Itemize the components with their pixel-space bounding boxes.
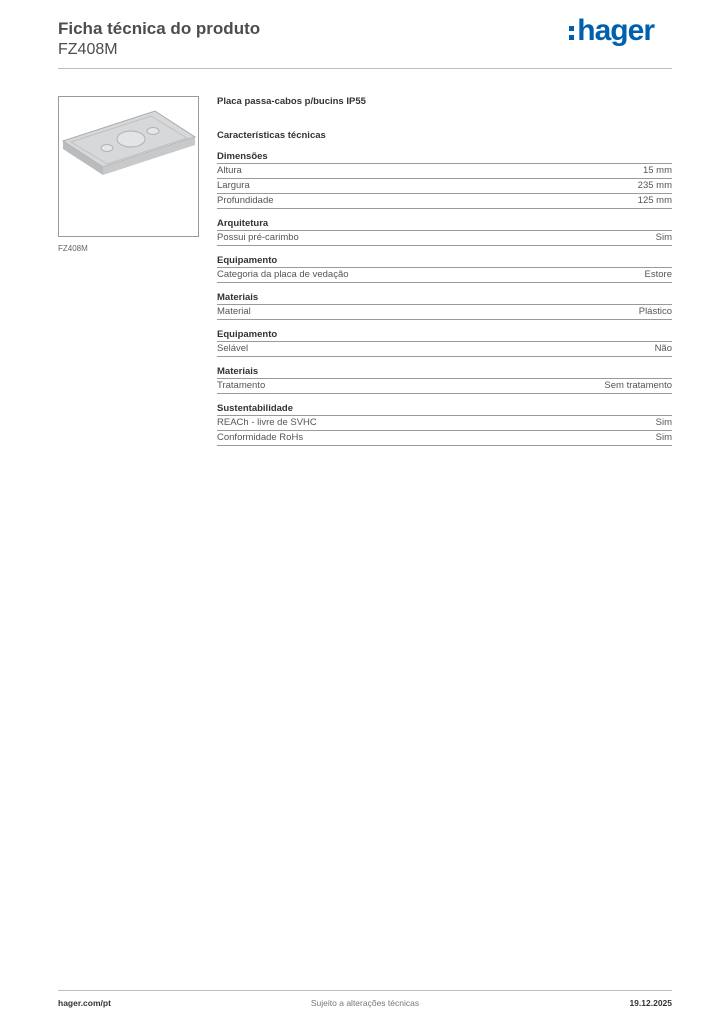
- spec-value: 15 mm: [642, 165, 672, 176]
- spec-value: Sem tratamento: [604, 380, 672, 391]
- spec-value: Sim: [655, 417, 672, 428]
- spec-group-sustainability: [217, 403, 672, 446]
- spec-label: Profundidade: [217, 195, 274, 206]
- logo-dots-icon: [569, 26, 574, 40]
- hager-logo: [569, 16, 654, 46]
- spec-group-materials: [217, 292, 672, 320]
- spec-row: [217, 379, 672, 394]
- spec-label: Material: [217, 306, 251, 317]
- group-title: Sustentabilidade: [217, 403, 672, 416]
- header-divider: [58, 68, 672, 69]
- spec-label: REACh - livre de SVHC: [217, 417, 317, 428]
- group-title: Materiais: [217, 366, 672, 379]
- spec-label: Categoria da placa de vedação: [217, 269, 349, 280]
- spec-row: [217, 268, 672, 283]
- spec-row: [217, 179, 672, 194]
- spec-group-architecture: [217, 218, 672, 246]
- group-title: Dimensões: [217, 151, 672, 164]
- product-name: Placa passa-cabos p/bucins IP55: [217, 96, 366, 107]
- spec-label: Conformidade RoHs: [217, 432, 304, 443]
- spec-value: Sim: [655, 232, 672, 243]
- spec-group-equipment: [217, 329, 672, 357]
- spec-row: [217, 231, 672, 246]
- cable-gland-plate-icon: [59, 97, 198, 236]
- footer-date: 19.12.2025: [629, 998, 672, 1008]
- spec-row: [217, 342, 672, 357]
- product-reference: FZ408M: [58, 41, 118, 58]
- spec-label: Selável: [217, 343, 249, 354]
- footer-notice: Sujeito a alterações técnicas: [310, 998, 420, 1008]
- footer-divider: [58, 990, 672, 991]
- logo-text: hager: [577, 14, 654, 47]
- spec-label: Largura: [217, 180, 250, 191]
- spec-value: Estore: [644, 269, 672, 280]
- spec-value: 235 mm: [637, 180, 672, 191]
- spec-row: [217, 305, 672, 320]
- group-title: Materiais: [217, 292, 672, 305]
- technical-sheet: [217, 96, 672, 455]
- spec-label: Tratamento: [217, 380, 266, 391]
- section-heading: Características técnicas: [217, 130, 326, 141]
- spec-label: Altura: [217, 165, 242, 176]
- product-image: [58, 96, 199, 237]
- spec-group-materials: [217, 366, 672, 394]
- document-title: Ficha técnica do produto: [58, 19, 261, 38]
- spec-value: 125 mm: [637, 195, 672, 206]
- group-title: Equipamento: [217, 255, 672, 268]
- spec-row: [217, 194, 672, 209]
- spec-value: Não: [654, 343, 672, 354]
- spec-group-equipment: [217, 255, 672, 283]
- footer-website-link[interactable]: hager.com/pt: [58, 998, 111, 1008]
- spec-row: [217, 416, 672, 431]
- spec-value: Plástico: [638, 306, 672, 317]
- spec-group-dimensions: [217, 151, 672, 209]
- spec-row: [217, 431, 672, 446]
- image-caption: FZ408M: [58, 244, 88, 253]
- spec-label: Possui pré-carimbo: [217, 232, 299, 243]
- group-title: Equipamento: [217, 329, 672, 342]
- spec-value: Sim: [655, 432, 672, 443]
- group-title: Arquitetura: [217, 218, 672, 231]
- spec-row: [217, 164, 672, 179]
- document-header: [58, 18, 260, 60]
